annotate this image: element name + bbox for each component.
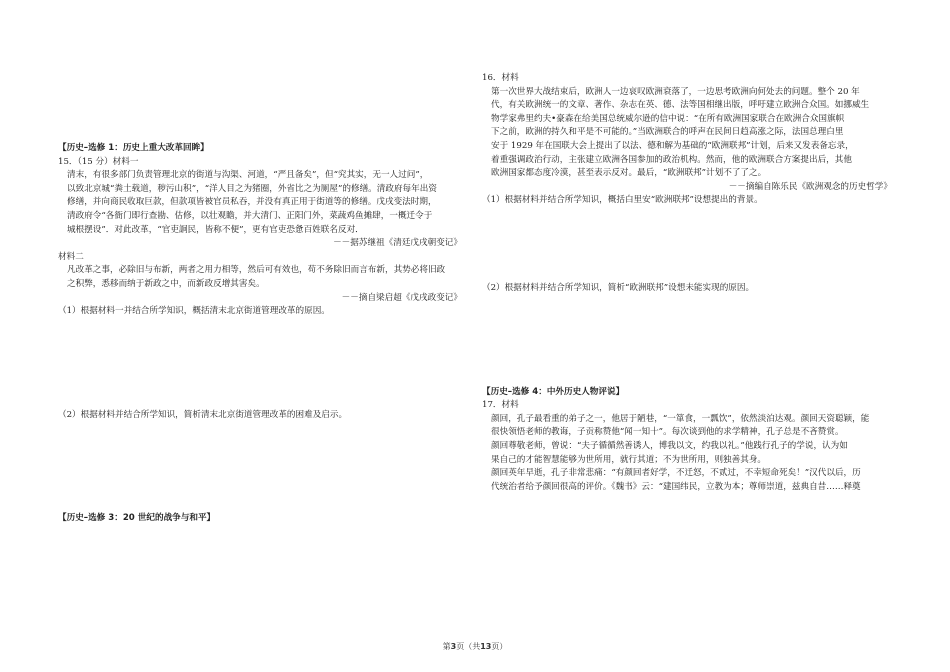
section-title-elective-1: 【历史–选修 1：历史上重大改革回眸】 — [58, 143, 209, 153]
total-pages: 13 — [480, 642, 492, 651]
question-15-2: （2）根据材料并结合所学知识，简析清末北京街道管理改革的困难及启示。 — [58, 409, 348, 420]
material-line: 以致北京城“粪土载道，秽污山积”，“洋人目之为猪圈，外省比之为厕屋”的修缮。清政府每年出资 — [67, 183, 437, 194]
section-title-elective-3: 【历史–选修 3：20 世纪的战争与和平】 — [58, 513, 216, 524]
material-line: 城根摆设”．对此改革，“官吏詗民，皆称不便”，更有官吏恐惫百姓联名反对． — [67, 224, 364, 235]
material-line: 着重强调政治行动，主张建立欧洲各国参加的政治机构。然而，他的欧洲联合方案提出后，其他 — [491, 154, 852, 165]
material-line: 下之前，欧洲的持久和平是不可能的。”当欧洲联合的呼声在民间日趋高涨之际，法国总理白里 — [491, 127, 844, 138]
material-line: 之积弊，悉移而纳于新政之中，而新政反增其害矣。 — [67, 278, 265, 289]
question-16-2: （2）根据材料并结合所学知识，简析“欧洲联邦”设想未能实现的原因。 — [482, 282, 755, 293]
material-17 — [482, 413, 900, 495]
material-line: 清末，有很多部门负责管理北京的街道与沟渠、河道，“严且备矣”，但“究其实，无一人过问”， — [67, 170, 429, 181]
answer-space — [58, 422, 470, 512]
footer-middle: 页（共 — [456, 642, 481, 651]
right-column — [482, 72, 900, 494]
material-line: 很快领悟老师的教诲，子贡称赞他“闻一知十”。每次谈到他的求学精神，孔子总是不吝赞赏。 — [491, 427, 844, 438]
material-line: 颜回尊敬老师，曾说：“夫子循循然善诱人，博我以文，约我以礼。”他践行孔子的学说，认为如 — [491, 440, 848, 451]
question-16-1: （1）根据材料并结合所学知识，概括白里安“欧洲联邦”设想提出的背景。 — [482, 195, 763, 206]
material-16-source: －－摘编自陈乐民《欧洲观念的历史哲学》 — [728, 181, 892, 192]
material-line: 颜回，孔子最看重的弟子之一，他居于陋巷，“一箪食，一瓢饮”，依然淡泊达观。颜回天资聪颖，能 — [491, 413, 870, 424]
material-1-source: －－据苏继祖《清廷戊戌朝变记》 — [333, 238, 462, 249]
section-title-elective-4: 【历史–选修 4：中外历史人物评说】 — [482, 386, 625, 397]
material-line: 代统治者给予颜回很高的评价。《魏书》云：“建国纬民，立教为本；尊师崇道，兹典自昔……释奠 — [491, 481, 861, 492]
footer-suffix: 页） — [491, 642, 508, 651]
page-number: 3 — [450, 642, 457, 651]
material-line: 代，有关欧洲统一的文章、著作、杂志在英、德、法等国相继出版，呼吁建立欧洲合众国。如挪威生 — [491, 100, 870, 111]
question-16-label: 16．材料 — [482, 73, 519, 83]
material-line: 物学家弗里约夫•豪森在给美国总统威尔逊的信中说：“在所有欧洲国家联合在欧洲合众国旗帜 — [491, 113, 845, 124]
material-line: 果自己的才能智慧能够为世所用，就行其道；不为世所用，则独善其身。 — [491, 454, 767, 465]
material-2 — [58, 264, 470, 305]
question-17-label: 17．材料 — [482, 400, 519, 411]
answer-space — [58, 319, 470, 409]
answer-space — [482, 296, 900, 386]
material-2-label: 材料二 — [58, 251, 84, 262]
material-line: 安于 1929 年在国联大会上提出了以法、德和解为基础的“欧洲联邦”计划，后来又发表备忘录， — [491, 140, 854, 151]
material-line: 清政府令“各衙门即行查勘、估修，以壮观瞻，并大清门、正阳门外，菜蔬鸡鱼摊肆，一概迁令于 — [67, 210, 433, 221]
left-column — [58, 142, 470, 526]
question-15-label: 15．（15 分）材料一 — [58, 156, 139, 167]
footer-prefix: 第 — [442, 642, 451, 651]
material-1 — [58, 169, 470, 251]
material-2-source: －－摘自梁启超《戊戌政变记》 — [341, 292, 462, 303]
material-16 — [482, 86, 900, 195]
material-line: 颜回英年早逝，孔子非常悲痛：“有颜回者好学，不迁怒，不贰过，不幸短命死矣！”汉代以后，历 — [491, 468, 861, 479]
material-line: 第一次世界大战结束后，欧洲人一边哀叹欧洲衰落了，一边思考欧洲向何处去的问题。整个 20 年 — [491, 86, 860, 97]
answer-space — [482, 208, 900, 282]
question-15-1: （1）根据材料一并结合所学知识，概括清末北京街道管理改革的原因。 — [58, 306, 330, 317]
material-line: 欧洲国家都态度冷漠，甚至表示反对。最后，“欧洲联邦”计划不了了之。 — [491, 168, 767, 179]
material-line: 凡改革之事，必除旧与布新，两者之用力相等，然后可有效也，苟不务除旧而言布新，其势必将旧政 — [67, 265, 446, 276]
page-footer — [0, 641, 950, 652]
material-line: 修缮，并向商民收取巨款，但款项皆被官员私吞，并没有真正用于街道等的修缮。戊戌变法时期， — [67, 197, 437, 208]
